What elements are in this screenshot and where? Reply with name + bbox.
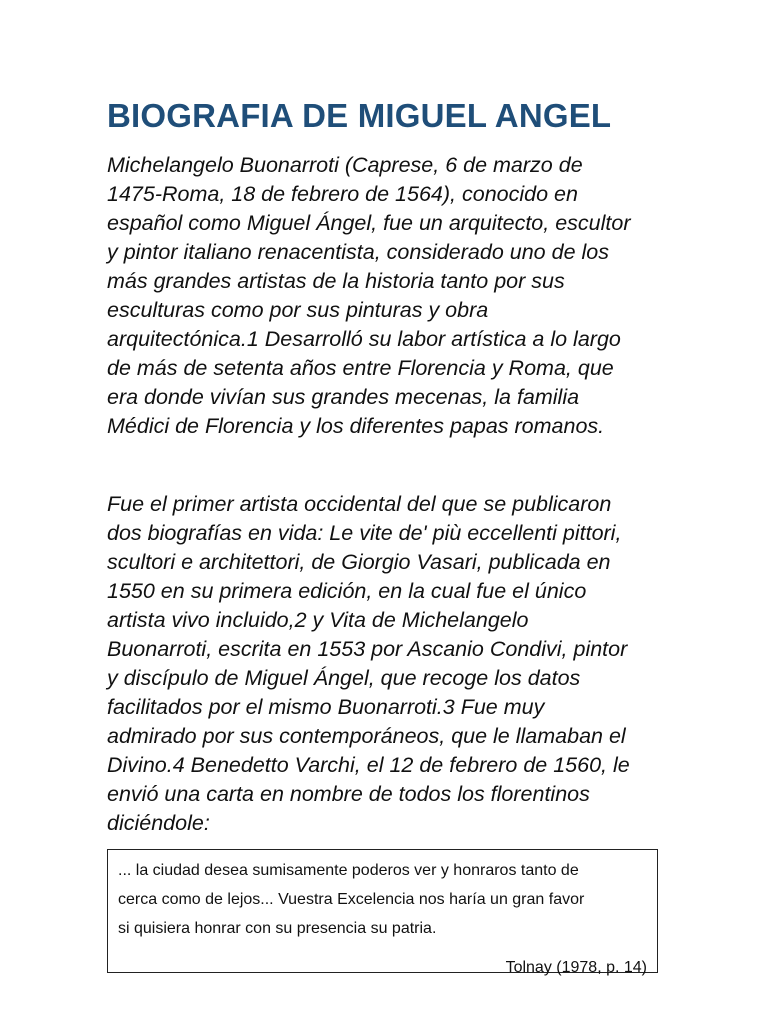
paragraph-line: español como Miguel Ángel, fue un arquitecto, escultor <box>107 211 631 235</box>
paragraph-line: 1475-Roma, 18 de febrero de 1564), conocido en <box>107 182 578 206</box>
paragraph-line: era donde vivían sus grandes mecenas, la familia <box>107 385 580 409</box>
paragraph-line: dos biografías en vida: Le vite de' più eccellenti pittori, <box>107 521 622 545</box>
paragraph-line: Buonarroti, escrita en 1553 por Ascanio Condivi, pintor <box>107 637 628 661</box>
quote-line: si quisiera honrar con su presencia su patria. <box>118 920 437 937</box>
quote-line: ... la ciudad desea sumisamente poderos ver y honraros tanto de <box>118 862 579 879</box>
page-title: BIOGRAFIA DE MIGUEL ANGEL <box>107 97 612 134</box>
quote-citation: Tolnay (1978, p. 14) <box>505 959 647 976</box>
paragraph-line: de más de setenta años entre Florencia y Roma, que <box>107 356 614 380</box>
paragraph-line: facilitados por el mismo Buonarroti.3 Fue muy <box>107 695 545 719</box>
quote-box <box>107 849 658 976</box>
paragraph-line: Médici de Florencia y los diferentes papas romanos. <box>107 414 605 438</box>
paragraph-line: diciéndole: <box>107 811 210 835</box>
paragraph-line: y discípulo de Miguel Ángel, que recoge los datos <box>107 666 581 690</box>
paragraph-line: scultori e architettori, de Giorgio Vasari, publicada en <box>107 550 611 574</box>
paragraph-line: admirado por sus contemporáneos, que le llamaban el <box>107 724 626 748</box>
paragraph-line: Fue el primer artista occidental del que se publicaron <box>107 492 612 516</box>
paragraph-line: esculturas como por sus pinturas y obra <box>107 298 489 322</box>
paragraph-line: artista vivo incluido,2 y Vita de Michelangelo <box>107 608 529 632</box>
paragraph-line: envió una carta en nombre de todos los florentinos <box>107 782 590 806</box>
paragraph-line: Divino.4 Benedetto Varchi, el 12 de febrero de 1560, le <box>107 753 630 777</box>
paragraph-line: más grandes artistas de la historia tanto por sus <box>107 269 565 293</box>
biography-paragraph-1 <box>107 151 667 441</box>
biography-paragraph-2 <box>107 490 667 838</box>
paragraph-line: arquitectónica.1 Desarrolló su labor artística a lo largo <box>107 327 621 351</box>
quote-line: cerca como de lejos... Vuestra Excelencia nos haría un gran favor <box>118 891 585 908</box>
paragraph-line: y pintor italiano renacentista, considerado uno de los <box>107 240 609 264</box>
paragraph-line: Michelangelo Buonarroti (Caprese, 6 de marzo de <box>107 153 583 177</box>
paragraph-line: 1550 en su primera edición, en la cual fue el único <box>107 579 587 603</box>
